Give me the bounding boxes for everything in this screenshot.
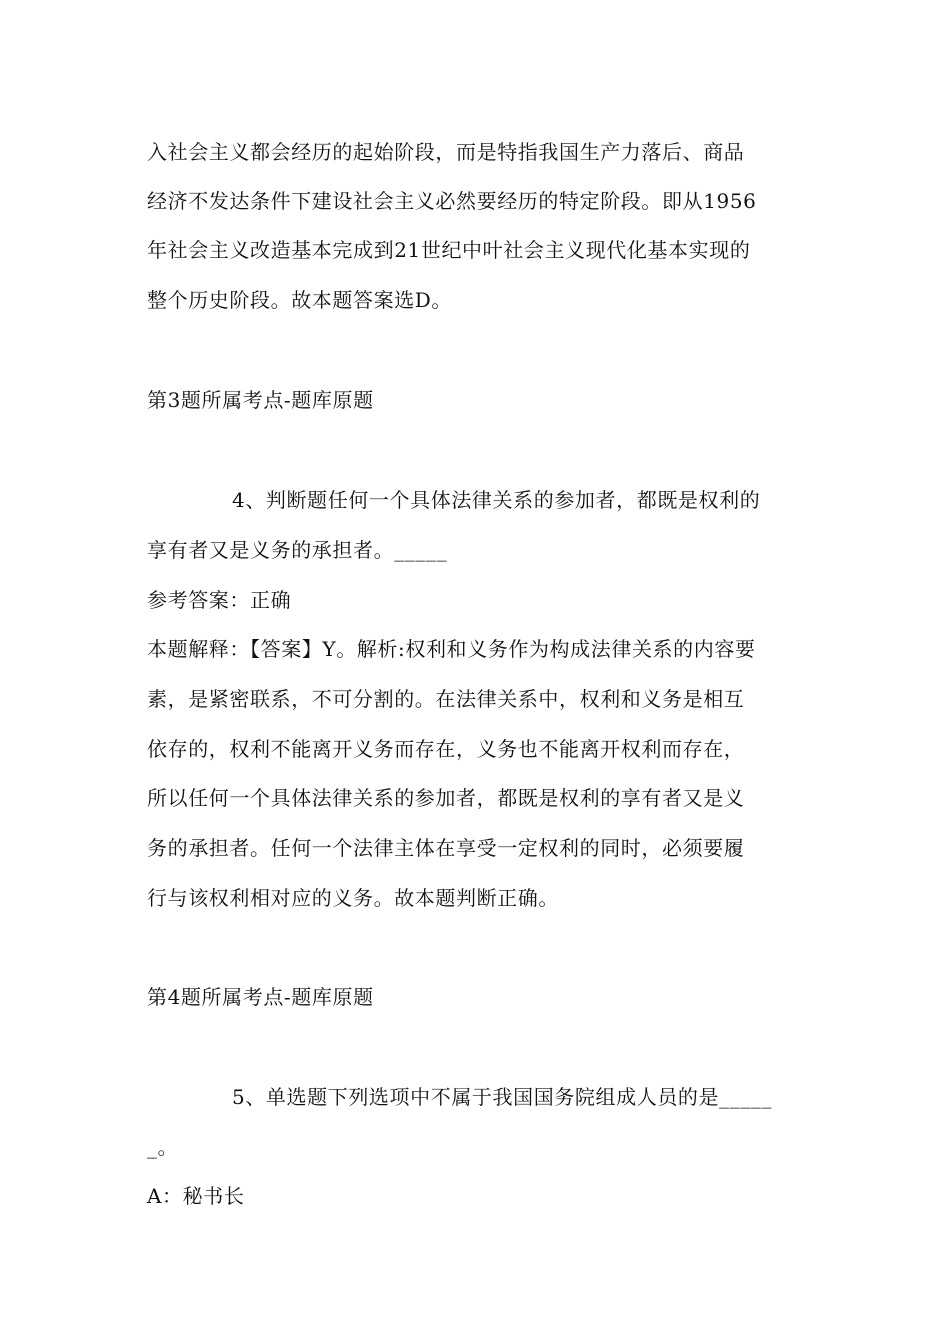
text-line: 整个历史阶段。故本题答案选D。 [147, 288, 453, 312]
question-5-text: _。 [147, 1135, 179, 1159]
answer-q4: 参考答案：正确 [147, 588, 292, 612]
text-line: 经济不发达条件下建设社会主义必然要经历的特定阶段。即从1956 [147, 189, 757, 213]
explanation-line: 行与该权利相对应的义务。故本题判断正确。 [147, 886, 559, 910]
explanation-line: 本题解释：【答案】Y。解析:权利和义务作为构成法律关系的内容要 [147, 637, 756, 661]
option-a: A：秘书长 [147, 1184, 245, 1208]
text-line: 入社会主义都会经历的起始阶段，而是特指我国生产力落后、商品 [147, 140, 745, 164]
explanation-line: 所以任何一个具体法律关系的参加者，都既是权利的享有者又是义 [147, 786, 745, 810]
topic-label-q3: 第3题所属考点-题库原题 [147, 388, 374, 412]
question-5-text: 5、单选题下列选项中不属于我国国务院组成人员的是_____ [232, 1085, 773, 1109]
question-4-text: 4、判断题任何一个具体法律关系的参加者，都既是权利的 [232, 488, 761, 512]
explanation-line: 素，是紧密联系，不可分割的。在法律关系中，权利和义务是相互 [147, 687, 745, 711]
text-line: 年社会主义改造基本完成到21世纪中叶社会主义现代化基本实现的 [147, 238, 751, 262]
explanation-line: 务的承担者。任何一个法律主体在享受一定权利的同时，必须要履 [147, 836, 745, 860]
topic-label-q4: 第4题所属考点-题库原题 [147, 985, 374, 1009]
question-4-text: 享有者又是义务的承担者。_____ [147, 538, 448, 562]
explanation-line: 依存的，权利不能离开义务而存在，义务也不能离开权利而存在， [147, 737, 745, 761]
